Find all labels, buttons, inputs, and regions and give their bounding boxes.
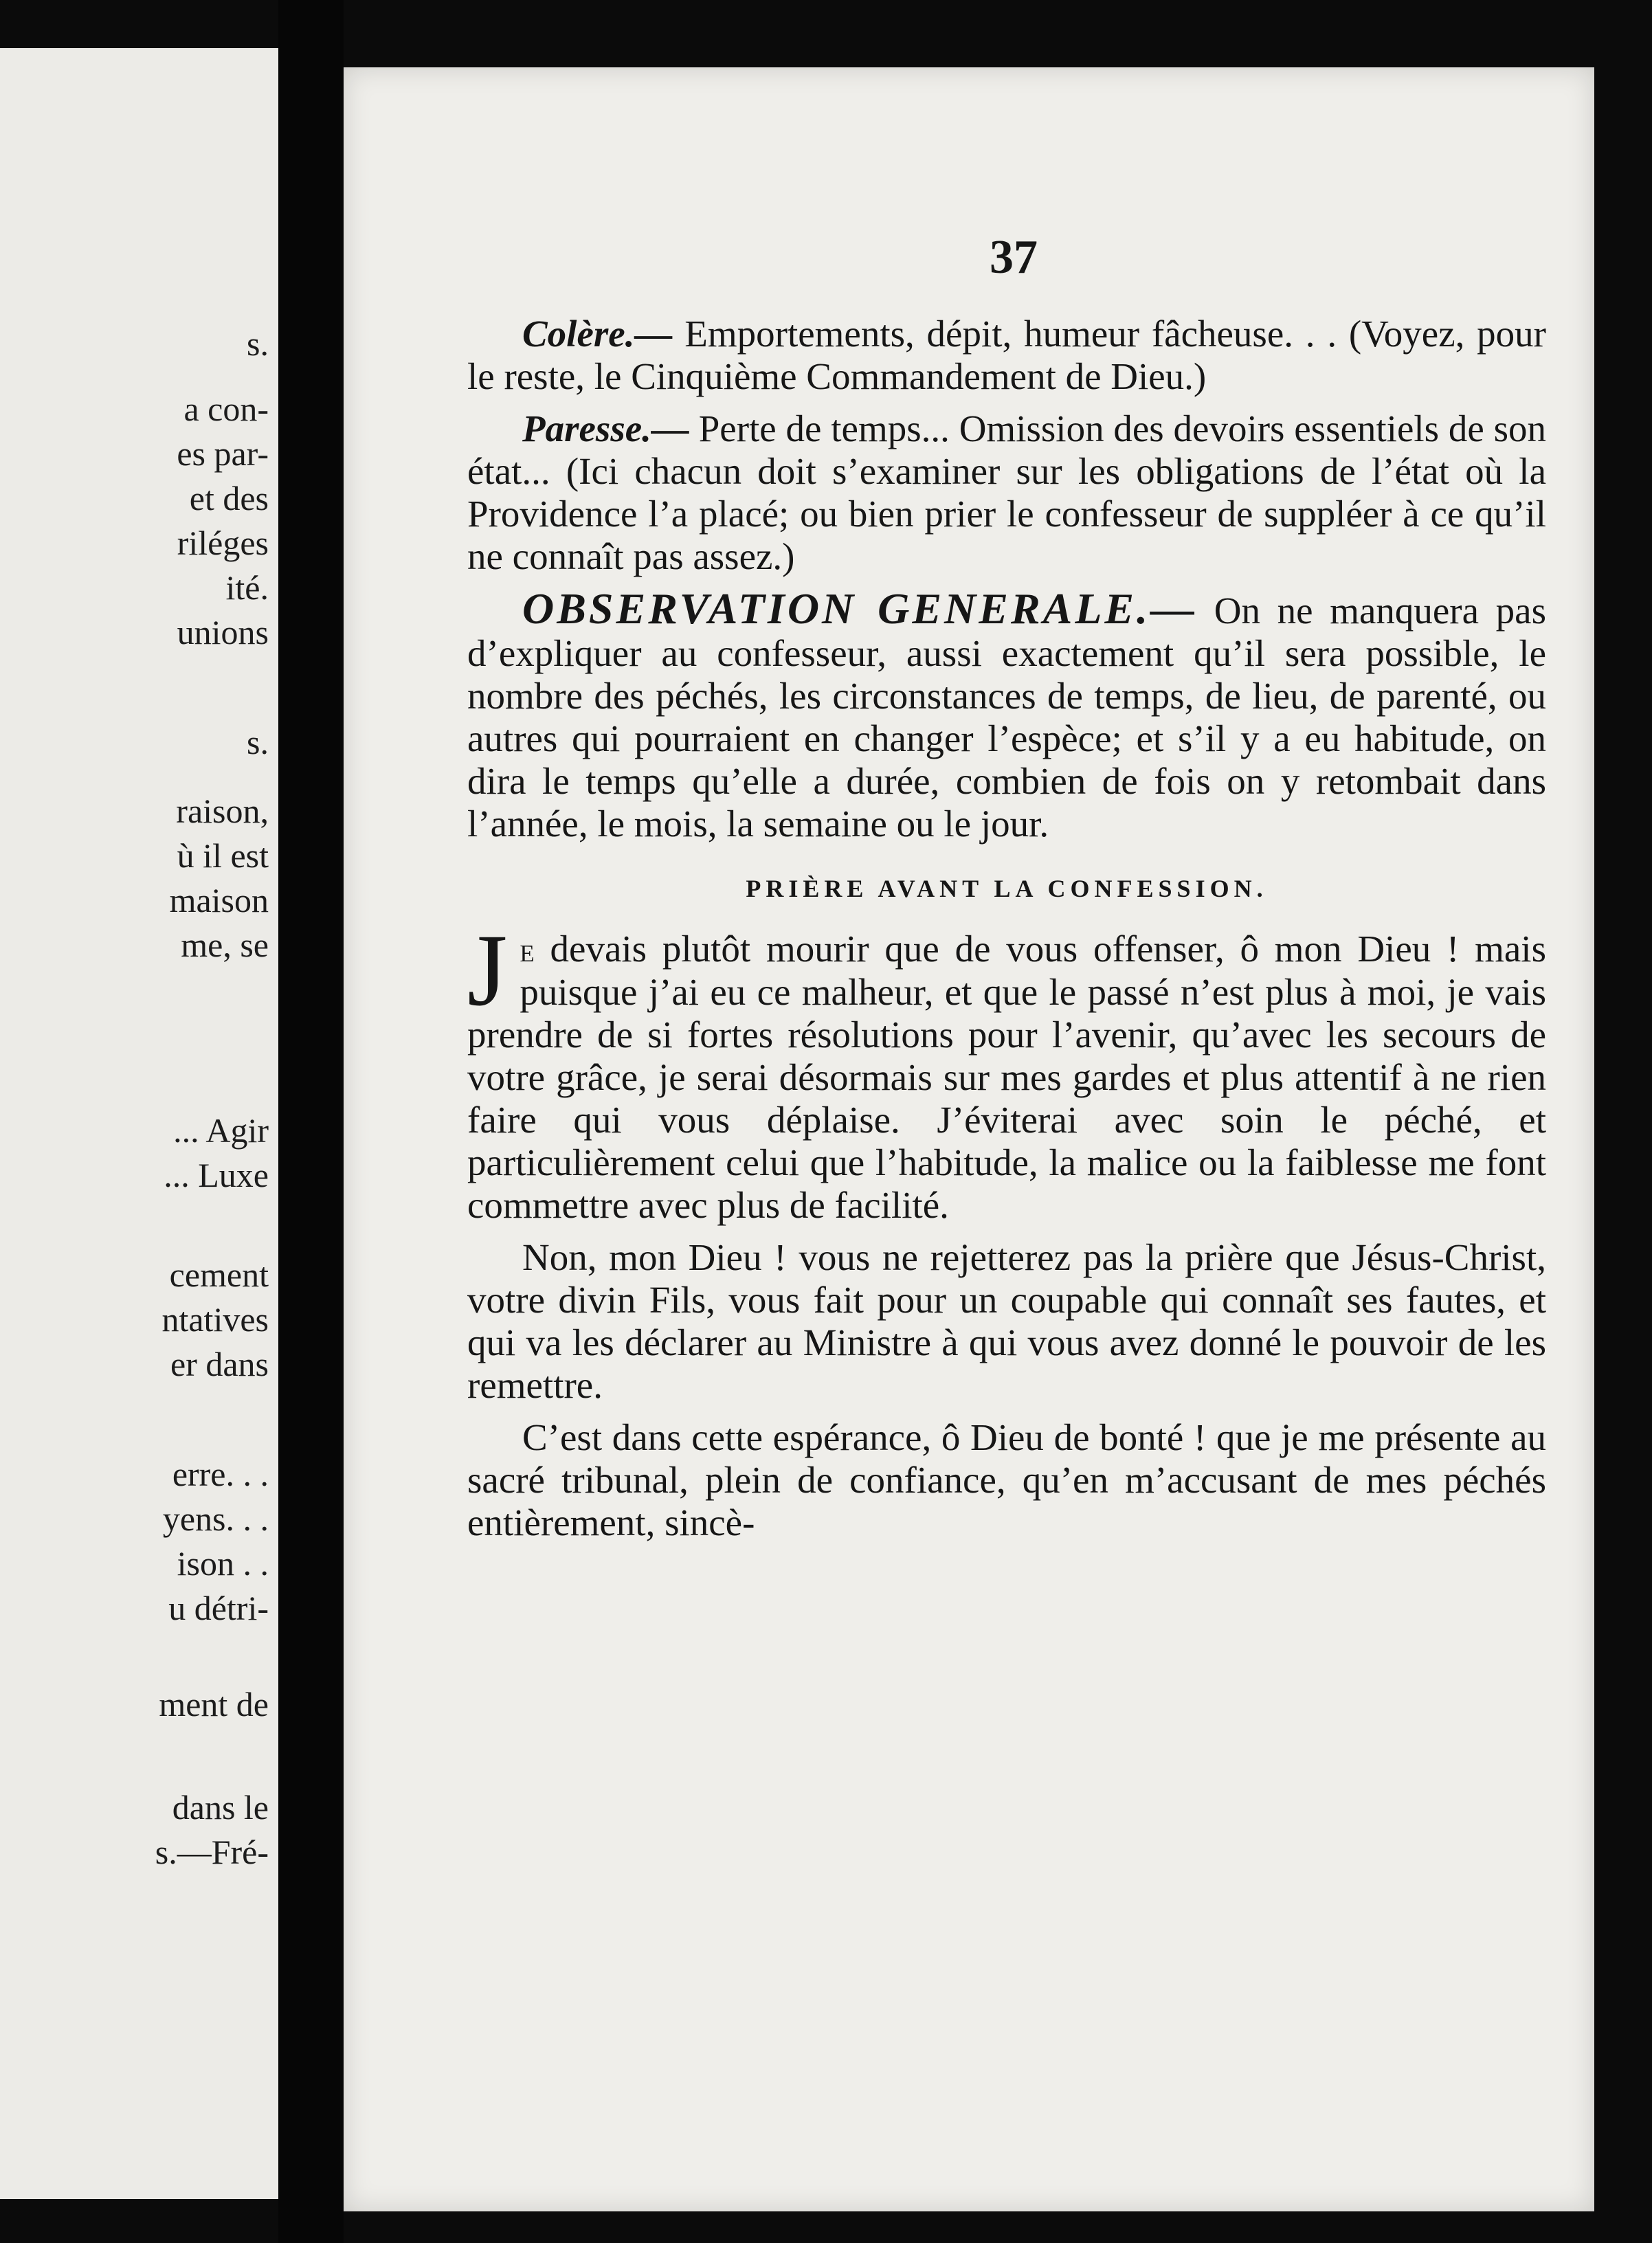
left-page-line: s.: [247, 723, 269, 761]
text-paresse: Perte de temps... Omission des devoirs essentiels de son état... (Ici chacun doit s’examiner sur les obligations de l’état où la Providence l’a placé; ou bien prier le confesseur de suppléer à ce qu’il ne connaît pas assez.): [467, 408, 1546, 577]
observation-heading: OBSERVATION GENERALE.—: [522, 584, 1198, 633]
page-text: [467, 313, 1546, 1554]
left-page-line: erre. . .: [172, 1455, 269, 1493]
paragraph-observation: [467, 584, 1547, 845]
prayer-text-1: devais plutôt mourir que de vous offenser, ô mon Dieu ! mais puisque j’ai eu ce malheur, et que le passé n’est plus à moi, je vais prendre de si fortes résolutions pour l’avenir, qu’avec les secours de votre grâce, je serai désormais sur mes gardes et plus attentif à ne rien faire qui vous déplaise. J’éviterai avec soin le péché, et particulièrement celui que l’habitude, la malice ou la faiblesse me font commettre avec plus de facilité.: [467, 928, 1546, 1226]
left-page-line: u détri-: [168, 1589, 269, 1627]
left-page-line: a con-: [183, 390, 269, 428]
left-page-line: unions: [177, 613, 269, 651]
left-page-line: er dans: [170, 1345, 269, 1383]
paragraph-colere: [467, 313, 1546, 398]
text-colere: Emportements, dépit, humeur fâcheuse. . . (Voyez, pour le reste, le Cinquième Commandement de Dieu.): [467, 313, 1546, 397]
term-paresse: Paresse.—: [522, 408, 689, 449]
left-page-line: raison,: [176, 792, 269, 830]
left-page-line: ment de: [159, 1685, 269, 1723]
left-page-line: ... Luxe: [164, 1156, 269, 1194]
left-page-line: es par-: [177, 434, 269, 473]
prayer-paragraph-1: [467, 913, 1546, 1227]
left-page-line: s.—Fré-: [155, 1833, 269, 1871]
left-page-line: ntatives: [161, 1300, 269, 1339]
page-number: 37: [990, 231, 1038, 284]
left-page-line: ison . .: [177, 1544, 269, 1583]
text-observation: On ne manquera pas d’expliquer au confesseur, aussi exactement qu’il sera possible, le nombre des péchés, les circonstances de temps, de lieu, de parenté, ou autres qui pourraient en changer l’espèce; et s’il y a eu habitude, on dira le temps qu’elle a durée, combien de fois on y retombait dans l’année, le mois, la semaine ou le jour.: [467, 590, 1547, 845]
left-page-line: maison: [169, 881, 269, 919]
left-page-line: riléges: [177, 524, 269, 562]
left-page-line: yens. . .: [162, 1499, 269, 1538]
left-page-line: ... Agir: [173, 1111, 269, 1150]
prayer-title: PRIÈRE AVANT LA CONFESSION.: [746, 875, 1268, 902]
paragraph-paresse: [467, 408, 1546, 578]
left-page-line: et des: [189, 479, 269, 517]
prayer-paragraph-3: C’est dans cette espérance, ô Dieu de bonté ! que je me présente au sacré tribunal, plein de confiance, qu’en m’accusant de mes péchés entièrement, sincè-: [467, 1416, 1546, 1543]
left-page-line: ù il est: [177, 836, 269, 875]
left-page-line: ité.: [225, 568, 269, 607]
left-facing-page: [0, 48, 278, 2199]
term-colere: Colère.—: [522, 313, 673, 355]
drop-cap: J: [467, 913, 508, 1027]
left-page-line: dans le: [172, 1788, 269, 1827]
left-page-line: cement: [169, 1256, 269, 1294]
first-word-rest: e: [520, 930, 535, 969]
book-gutter: [278, 0, 344, 2243]
left-page-line: s.: [247, 324, 269, 363]
left-page-line: me, se: [181, 926, 269, 964]
prayer-paragraph-2: Non, mon Dieu ! vous ne rejetterez pas la prière que Jésus-Christ, votre divin Fils, vous fait pour un coupable qui connaît ses fautes, et qui va les déclarer au Ministre à qui vous avez donné le pouvoir de les remettre.: [467, 1236, 1546, 1406]
